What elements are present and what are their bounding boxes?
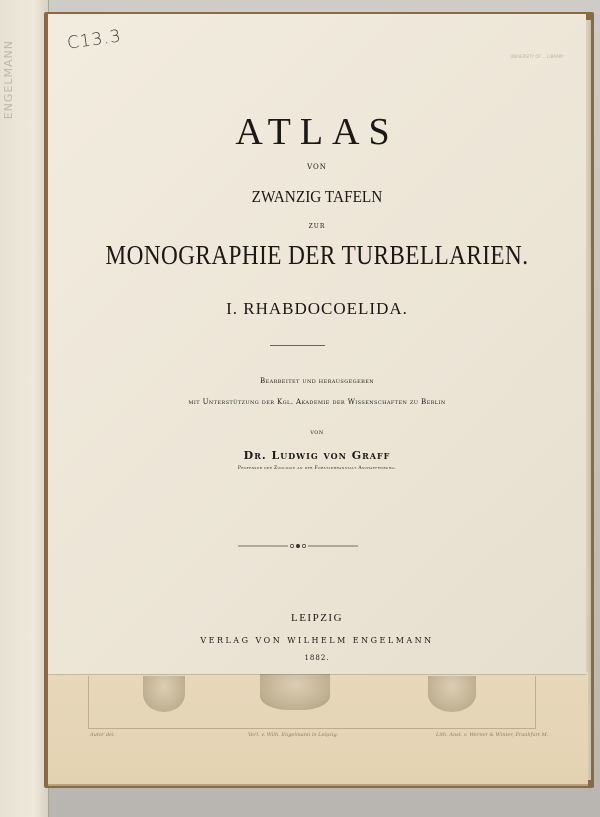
plate-figure-left — [143, 676, 185, 712]
author-affiliation: Professor der Zoologie an der Forstlehranstalt Aschaffenburg. — [237, 466, 397, 471]
library-stamp: UNIVERSITY OF ... LIBRARY — [510, 54, 564, 59]
left-page-edge — [0, 0, 49, 817]
title-divider — [270, 345, 325, 346]
credit-support: mit Unterstützung der Kgl. Akademie der Wissenschaften zu Berlin — [188, 398, 446, 406]
title-work: MONOGRAPHIE DER TURBELLARIEN. — [105, 240, 529, 270]
credit-edited: Bearbeitet und herausgegeben — [259, 377, 375, 385]
plate-caption-left: Autor del. — [90, 732, 116, 738]
credit-von: von — [310, 428, 324, 436]
plate-caption-center: Verl. v. Wilh. Engelmann in Leipzig. — [248, 732, 339, 738]
plate-figure-center — [260, 674, 330, 710]
spine-text: ENGELMANN — [2, 40, 15, 120]
handwritten-shelfmark: C13.3 — [65, 26, 123, 54]
imprint-publisher: VERLAG VON WILHELM ENGELMANN — [200, 636, 434, 645]
title-zur: ZUR — [308, 223, 326, 230]
imprint-city: LEIPZIG — [290, 612, 344, 624]
plate-figure-right — [428, 676, 476, 712]
plate-caption-right: Lith. Anst. v. Werner & Winter, Frankfurt M. — [436, 732, 549, 738]
ornament-divider — [238, 540, 358, 552]
title-subtitle: ZWANZIG TAFELN — [251, 187, 383, 206]
imprint-year: 1882. — [304, 654, 330, 662]
title-part: I. RHABDOCOELIDA. — [226, 299, 408, 318]
title-von: VON — [307, 163, 327, 171]
underlying-plate — [48, 672, 588, 786]
author-name: Dr. Ludwig von Graff — [243, 449, 391, 462]
title-atlas: ATLAS — [235, 111, 399, 153]
